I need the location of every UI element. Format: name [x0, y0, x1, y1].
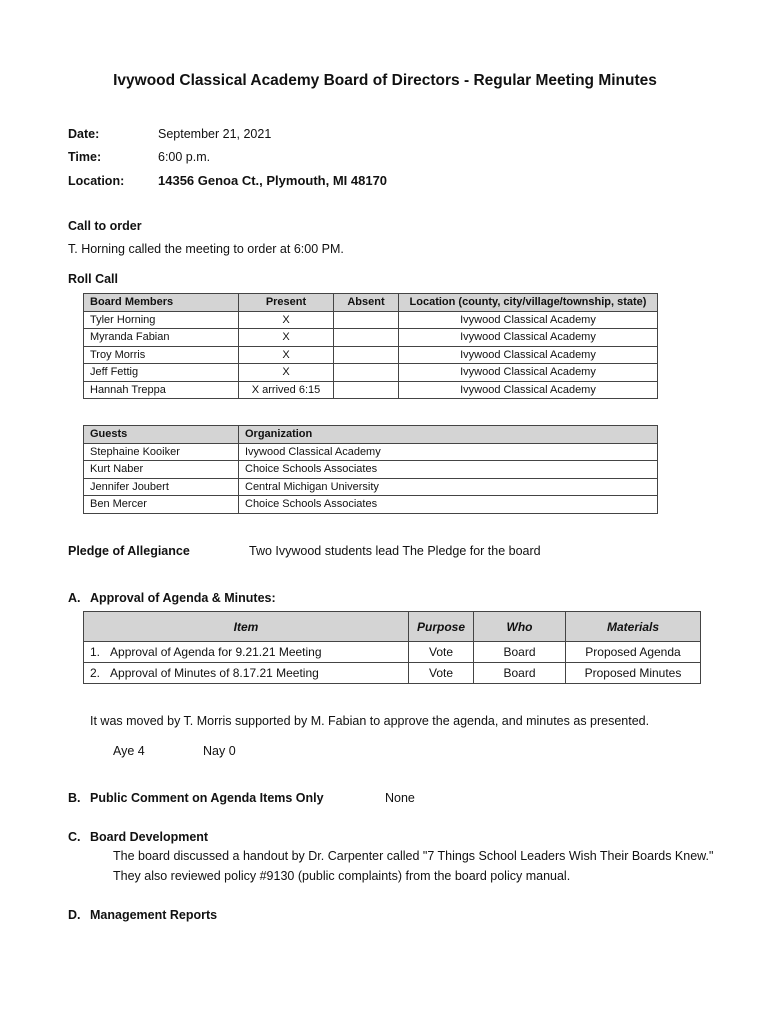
member-absent [334, 364, 399, 382]
table-row [84, 311, 658, 329]
guest-name: Ben Mercer [84, 496, 239, 514]
guest-organization: Choice Schools Associates [239, 461, 658, 479]
section-a-letter: A. [68, 591, 81, 605]
guests-table [83, 425, 658, 514]
member-absent [334, 329, 399, 347]
section-c-heading: Board Development [90, 830, 209, 844]
table-row [84, 642, 701, 663]
pledge-label: Pledge of Allegiance [68, 544, 190, 558]
item-materials: Proposed Minutes [566, 663, 701, 684]
section-d-letter: D. [68, 908, 81, 922]
table-row [84, 461, 658, 479]
agenda-table [83, 611, 701, 684]
header-who: Who [474, 612, 566, 642]
guest-organization: Ivywood Classical Academy [239, 443, 658, 461]
page-title: Ivywood Classical Academy Board of Directors - Regular Meeting Minutes [113, 72, 657, 89]
header-guests: Guests [84, 426, 239, 444]
vote-nay: Nay 0 [203, 744, 236, 758]
member-location: Ivywood Classical Academy [399, 381, 658, 399]
table-row [84, 443, 658, 461]
pledge-text: Two Ivywood students lead The Pledge for the board [249, 544, 541, 558]
member-location: Ivywood Classical Academy [399, 364, 658, 382]
item-materials: Proposed Agenda [566, 642, 701, 663]
section-d-heading: Management Reports [90, 908, 218, 922]
member-name: Myranda Fabian [84, 329, 239, 347]
section-b-letter: B. [68, 791, 81, 805]
section-a-heading: Approval of Agenda & Minutes: [90, 591, 276, 605]
member-location: Ivywood Classical Academy [399, 329, 658, 347]
item-who: Board [474, 663, 566, 684]
table-row [84, 496, 658, 514]
item-number: 1. [90, 645, 101, 659]
call-to-order-text: T. Horning called the meeting to order at 6:00 PM. [68, 242, 344, 256]
member-present: X arrived 6:15 [239, 381, 334, 399]
member-absent [334, 346, 399, 364]
date-value: September 21, 2021 [158, 127, 272, 141]
agenda-item [84, 663, 409, 684]
header-materials: Materials [566, 612, 701, 642]
section-b-text: None [385, 791, 415, 805]
header-present: Present [239, 294, 334, 312]
guest-name: Jennifer Joubert [84, 478, 239, 496]
header-purpose: Purpose [409, 612, 474, 642]
header-absent: Absent [334, 294, 399, 312]
roll-call-table [83, 293, 658, 399]
header-item: Item [84, 612, 409, 642]
guest-name: Stephaine Kooiker [84, 443, 239, 461]
member-present: X [239, 311, 334, 329]
vote-aye: Aye 4 [113, 744, 145, 758]
table-row [84, 329, 658, 347]
member-present: X [239, 346, 334, 364]
table-row [84, 381, 658, 399]
member-name: Hannah Treppa [84, 381, 239, 399]
item-number: 2. [90, 666, 101, 680]
item-purpose: Vote [409, 642, 474, 663]
section-c-line2: They also reviewed policy #9130 (public complaints) from the board policy manual. [113, 869, 571, 883]
member-name: Jeff Fettig [84, 364, 239, 382]
item-text: Approval of Minutes of 8.17.21 Meeting [110, 666, 319, 680]
member-present: X [239, 329, 334, 347]
location-label: Location: [68, 174, 125, 188]
guest-organization: Choice Schools Associates [239, 496, 658, 514]
member-present: X [239, 364, 334, 382]
location-value: 14356 Genoa Ct., Plymouth, MI 48170 [158, 173, 388, 188]
member-name: Troy Morris [84, 346, 239, 364]
member-location: Ivywood Classical Academy [399, 346, 658, 364]
roll-call-heading: Roll Call [68, 272, 119, 286]
call-to-order-heading: Call to order [68, 219, 142, 233]
member-absent [334, 311, 399, 329]
member-absent [334, 381, 399, 399]
time-value: 6:00 p.m. [158, 150, 211, 164]
guest-organization: Central Michigan University [239, 478, 658, 496]
header-board-members: Board Members [84, 294, 239, 312]
table-row [84, 478, 658, 496]
guest-name: Kurt Naber [84, 461, 239, 479]
table-row [84, 663, 701, 684]
member-name: Tyler Horning [84, 311, 239, 329]
item-text: Approval of Agenda for 9.21.21 Meeting [110, 645, 322, 659]
roll-call-header-row [84, 294, 658, 312]
table-row [84, 364, 658, 382]
header-organization: Organization [239, 426, 658, 444]
section-b-heading: Public Comment on Agenda Items Only [90, 791, 324, 805]
header-location: Location (county, city/village/township, state) [399, 294, 658, 312]
date-label: Date: [68, 127, 100, 141]
section-c-line1: The board discussed a handout by Dr. Carpenter called "7 Things School Leaders Wish Their Boards Knew." [113, 849, 714, 863]
table-row [84, 346, 658, 364]
item-purpose: Vote [409, 663, 474, 684]
time-label: Time: [68, 150, 102, 164]
motion-text: It was moved by T. Morris supported by M. Fabian to approve the agenda, and minutes as presented. [90, 714, 650, 728]
agenda-item [84, 642, 409, 663]
member-location: Ivywood Classical Academy [399, 311, 658, 329]
section-c-letter: C. [68, 830, 81, 844]
item-who: Board [474, 642, 566, 663]
agenda-header-row [84, 612, 701, 642]
guests-header-row [84, 426, 658, 444]
